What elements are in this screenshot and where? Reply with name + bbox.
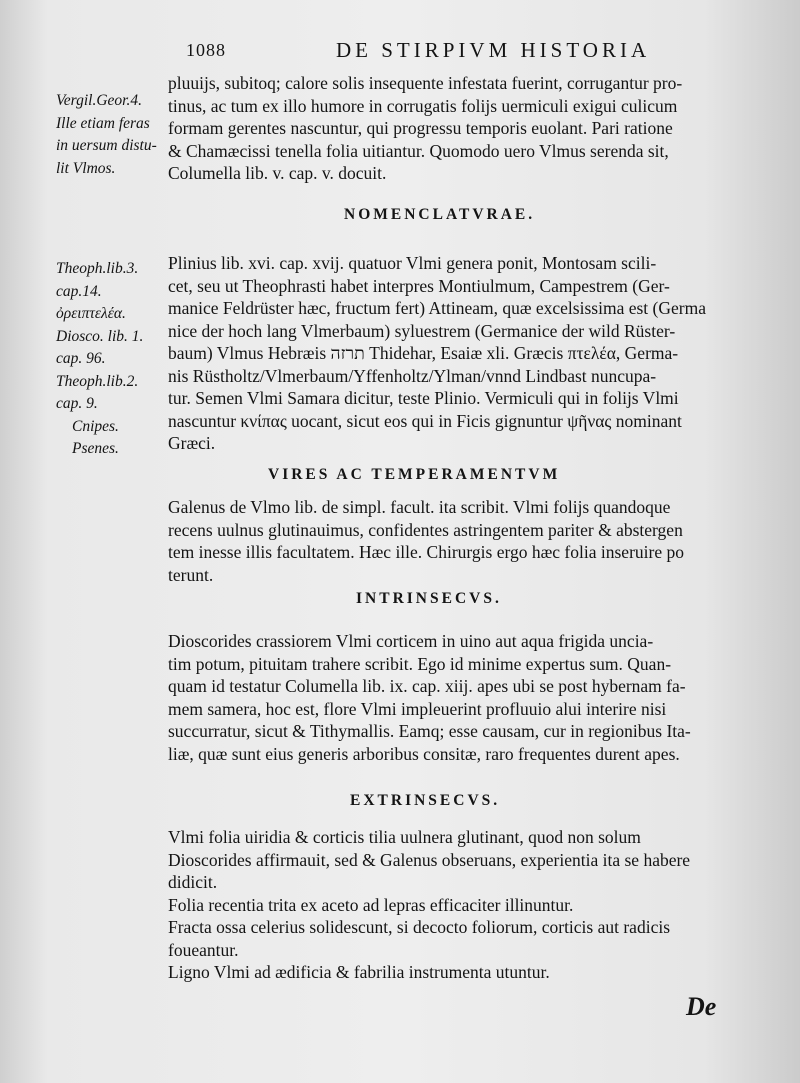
section-heading-intrinsecus: INTRINSECVS. <box>356 590 502 607</box>
text-line: Fracta ossa celerius solidescunt, si decocto foliorum, corticis aut radicis <box>168 917 671 937</box>
text-line: recens uulnus glutinauimus, confidentes astringentem pariter & abstergen <box>168 519 683 540</box>
text-line: Dioscorides crassiorem Vlmi corticem in uino aut aqua frigida uncia- <box>168 631 654 651</box>
text-line: tur. Semen Vlmi Samara dicitur, teste Plinio. Vermiculi qui in folijs Vlmi <box>168 388 679 408</box>
text-line: tinus, ac tum ex illo humore in corrugatis folijs uermiculi exigui culicum <box>168 95 678 116</box>
section-heading-extrinsecus: EXTRINSECVS. <box>350 792 501 809</box>
text-line: nice der hoch lang Vlmerbaum) syluestrem (Germanice der wild Rüster- <box>168 320 676 341</box>
text-line: pluuijs, subitoq; calore solis insequente infestata fuerint, corrugantur pro- <box>168 73 683 93</box>
text-line: mem samera, hoc est, flore Vlmi impleuerint profluuio alui interire nisi <box>168 698 667 719</box>
paragraph-intrinsecus <box>168 630 770 765</box>
section-heading-vires: VIRES AC TEMPERAMENTVM <box>268 466 561 483</box>
text-line: succurratur, sicut & Tithymallis. Eamq; esse causam, cur in regionibus Ita- <box>168 721 691 741</box>
text-line: Plinius lib. xvi. cap. xvij. quatuor Vlmi genera ponit, Montosam scili- <box>168 253 657 273</box>
text-line: Ligno Vlmi ad ædificia & fabrilia instrumenta utuntur. <box>168 962 550 982</box>
text-line: baum) Vlmus Hebræis תרזה Thidehar, Esaiæ xli. Græcis πτελέα, Germa- <box>168 343 679 363</box>
margin-note: Psenes. <box>72 440 119 457</box>
paragraph-intro <box>168 72 770 185</box>
section-heading-nomenclature: NOMENCLATVRAE. <box>344 206 536 223</box>
page-header <box>0 38 800 68</box>
margin-notes-nomenclature <box>56 258 168 461</box>
margin-note: in uersum distu- <box>56 137 157 154</box>
catchword: De <box>686 992 717 1021</box>
margin-note: Diosco. lib. 1. <box>56 327 144 345</box>
margin-note: Ille etiam feras <box>56 114 150 132</box>
margin-note: cap. 9. <box>56 395 98 412</box>
text-line: Græci. <box>168 433 216 453</box>
text-line: Folia recentia trita ex aceto ad lepras efficaciter illinuntur. <box>168 894 574 915</box>
margin-note: Cnipes. <box>72 417 119 435</box>
paragraph-nomenclature <box>168 252 770 455</box>
margin-note: cap. 96. <box>56 350 106 367</box>
text-line: liæ, quæ sunt eius generis arboribus consitæ, raro frequentes durent apes. <box>168 743 680 764</box>
text-line: nis Rüstholtz/Vlmerbaum/Yffenholtz/Ylman/vnnd Lindbast nuncupa- <box>168 365 657 386</box>
paragraph-extrinsecus <box>168 826 770 984</box>
margin-note: Theoph.lib.3. <box>56 260 139 277</box>
margin-note: ὀρειπτελέα. <box>56 305 126 322</box>
text-line: didicit. <box>168 872 218 892</box>
text-line: tim potum, pituitam trahere scribit. Ego id minime expertus sum. Quan- <box>168 653 672 674</box>
text-line: tem inesse illis facultatem. Hæc ille. Chirurgis ergo hæc folia inseruire po <box>168 542 684 562</box>
text-line: Vlmi folia uiridia & corticis tilia uulnera glutinant, quod non solum <box>168 827 641 847</box>
text-line: quam id testatur Columella lib. ix. cap. xiij. apes ubi se post hybernam fa- <box>168 676 686 696</box>
page-number: 1088 <box>186 40 226 60</box>
text-line: Dioscorides affirmauit, sed & Galenus obseruans, experientia ita se habere <box>168 849 691 870</box>
margin-note: Theoph.lib.2. <box>56 372 139 390</box>
margin-note: Vergil.Geor.4. <box>56 92 142 109</box>
paragraph-vires <box>168 496 770 586</box>
text-line: nascuntur κνίπας uocant, sicut eos qui in Ficis gignuntur ψῆνας nominant <box>168 410 682 431</box>
margin-note: lit Vlmos. <box>56 159 116 177</box>
text-line: foueantur. <box>168 939 239 960</box>
running-head: DE STIRPIVM HISTORIA <box>336 38 651 62</box>
margin-notes-top <box>56 90 168 180</box>
text-line: manice Feldrüster hæc, fructum fert) Attineam, quæ excelsissima est (Germa <box>168 298 706 318</box>
text-line: Galenus de Vlmo lib. de simpl. facult. ita scribit. Vlmi folijs quandoque <box>168 497 671 517</box>
text-line: formam gerentes nascuntur, qui progressu temporis euolant. Pari ratione <box>168 118 673 138</box>
text-line: cet, seu ut Theophrasti habet interpres Montiulmum, Campestrem (Ger- <box>168 275 670 296</box>
text-line: & Chamæcissi tenella folia uitiantur. Quomodo uero Vlmus serenda sit, <box>168 140 669 161</box>
margin-note: cap.14. <box>56 282 102 300</box>
text-line: terunt. <box>168 564 214 585</box>
text-line: Columella lib. v. cap. v. docuit. <box>168 163 387 183</box>
